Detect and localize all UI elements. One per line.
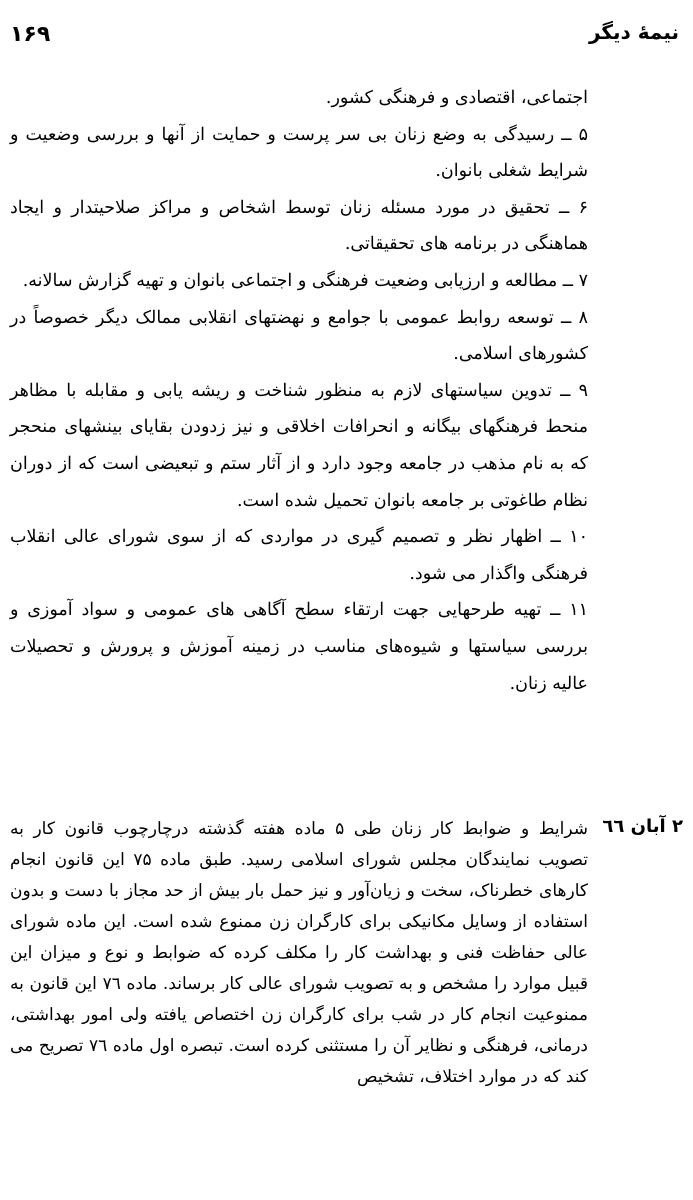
paragraph-continuation: اجتماعی، اقتصادی و فرهنگی کشور.: [325, 88, 588, 108]
list-item-9: ۹ ــ تدوین سیاستهای لازم به منظور شناخت و ریشه یابی و مقابله با مظاهر منحط فرهنگهای بیگانه و انحرافات اخلاقی و نیز زدودن بقایای بینشهای منحجر که به نام مذهب در جامعه وجود دارد و از آثار ستم و تبعیضی است که از دوران نظام طاغوتی بر جامعه بانوان تحمیل شده است.: [10, 380, 588, 511]
entry-text: شرایط و ضوابط کار زنان طی ۵ ماده هفته گذشته درچارچوب قانون کار به تصویب نمایندگان مجلس شورای اسلامی رسید. طبق ماده ۷۵ این قانون انجام کارهای خطرناک، سخت و زیان‌آور و نیز حمل بار بیش از حد مجاز با دست و بدون استفاده از وسایل مکانیکی برای کارگران زن ممنوع شده است. این ماده شورای عالی حفاظت فنی و بهداشت کار را مکلف کرده که ضوابط و نوع و میزان این قبیل موارد را مشخص و به تصویب شورای عالی کار برساند. ماده ۷٦ این قانون به ممنوعیت انجام کار در شب برای کارگران زن اختصاص یافته ولی امور بهداشتی، درمانی، فرهنگی و نظایر آن را مستثنی کرده است. تبصره اول ماده ۷٦ تصریح می کند که در موارد اختلاف، تشخیص: [10, 819, 589, 1087]
list-item-11: ۱۱ ــ تهیه طرحهایی جهت ارتقاء سطح آگاهی های عمومی و سواد آموزی و بررسی سیاستها و شیوه‌های مناسب در زمینه آموزش و پرورش و تحصیلات عالیه زنان.: [10, 600, 588, 694]
list-item-5: ۵ ــ رسیدگی به وضع زنان بی سر پرست و حمایت از آنها و بررسی وضعیت و شرایط شغلی بانوان.: [10, 124, 588, 182]
dated-entry: [10, 814, 683, 1093]
list-item-10: ۱۰ ــ اظهار نظر و تصمیم گیری در مواردی که از سوی شورای عالی انقلاب فرهنگی واگذار می شود.: [10, 527, 588, 584]
list-item-7: ۷ ــ مطالعه و ارزیابی وضعیت فرهنگی و اجتماعی بانوان و تهیه گزارش سالانه.: [22, 270, 588, 291]
running-title: نیمۀ دیگر: [588, 20, 679, 44]
list-item-8: ۸ ــ توسعه روابط عمومی با جوامع و نهضتهای انقلابی ممالک دیگر خصوصاً در کشورهای اسلامی.: [10, 307, 588, 365]
list-item-6: ۶ ــ تحقیق در مورد مسئله زنان توسط اشخاص و مراکز صلاحیتدار و ایجاد هماهنگی در برنامه های تحقیقاتی.: [10, 197, 588, 255]
entry-date: ۲ آبان ٦٦: [602, 816, 683, 837]
list-section: [10, 80, 588, 702]
page-number: ۱۶۹: [10, 22, 51, 47]
